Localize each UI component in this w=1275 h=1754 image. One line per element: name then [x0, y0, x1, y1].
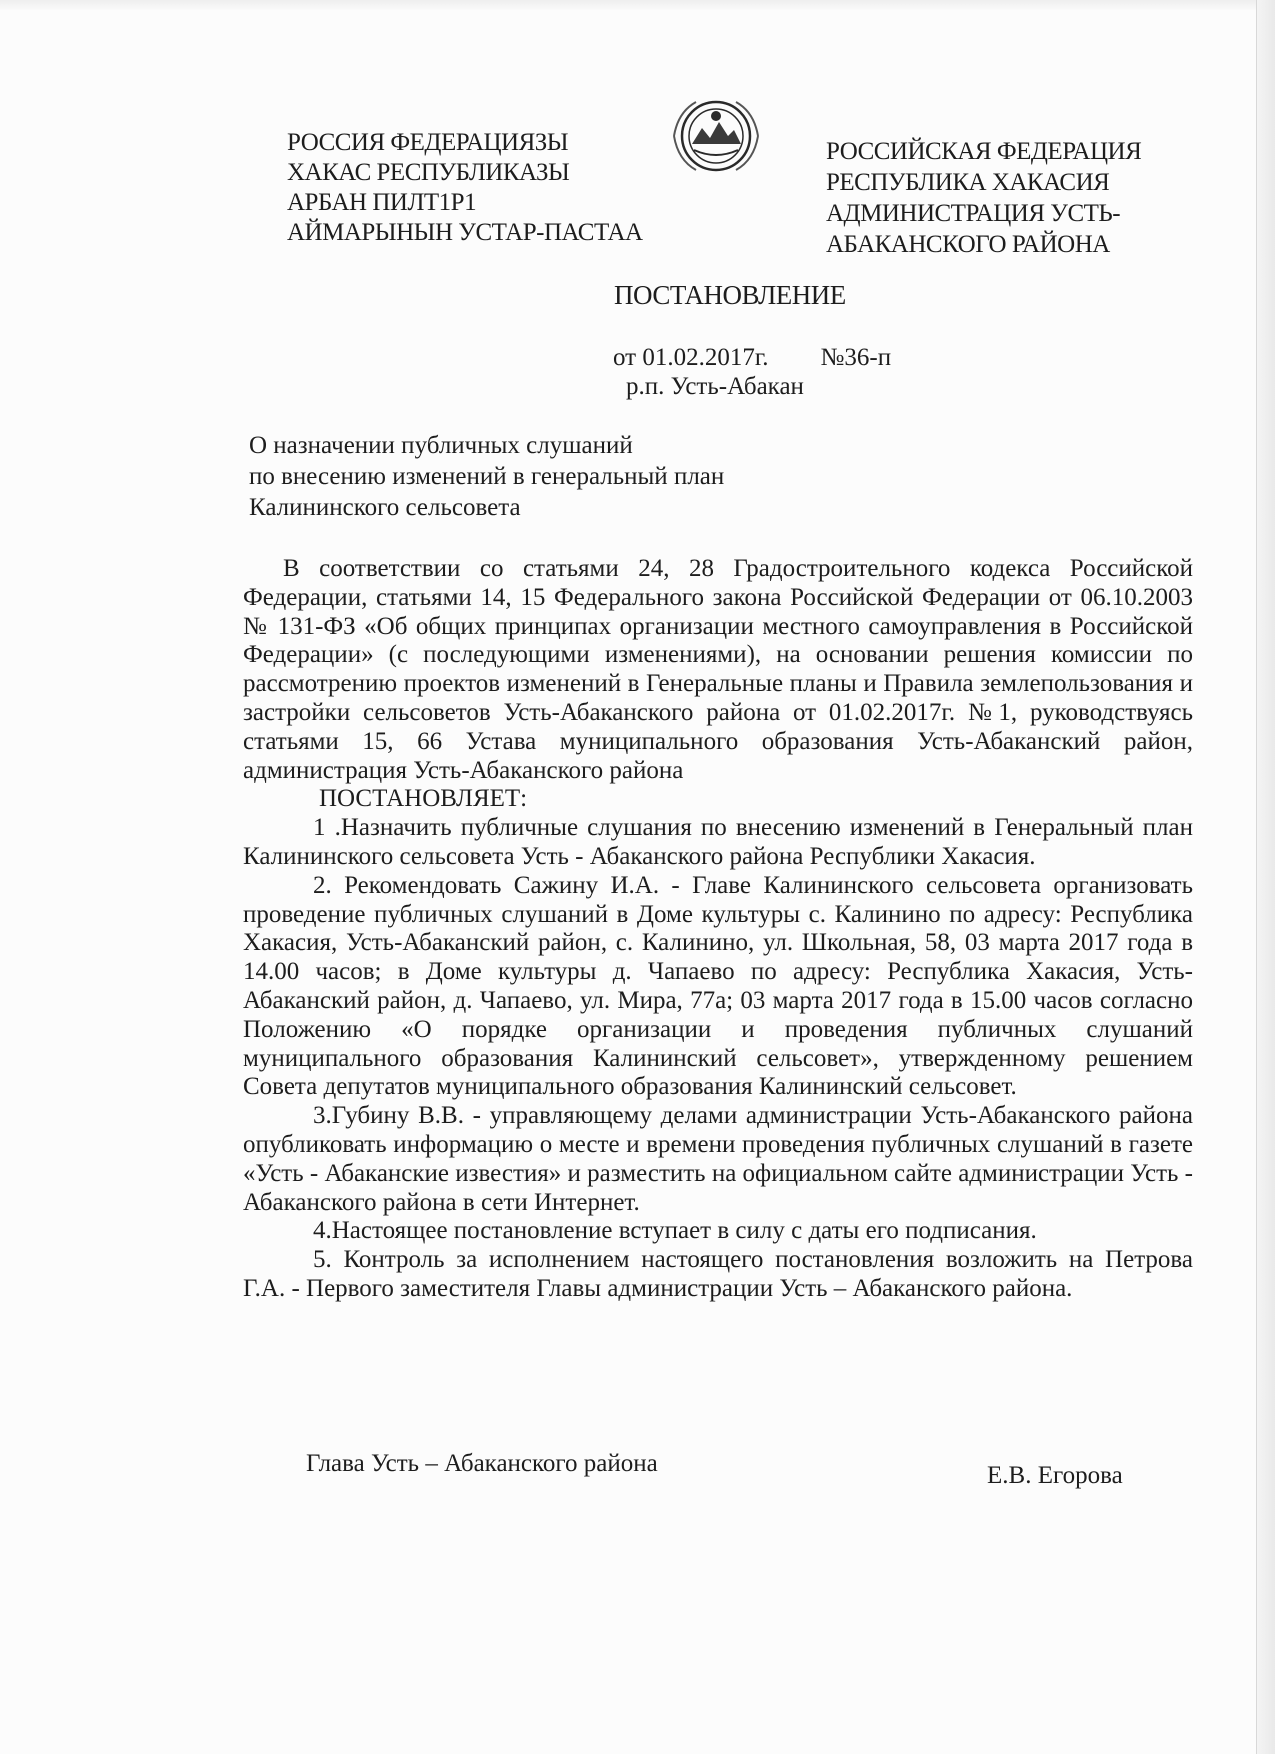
resolution-item: 3.Губину В.В. - управляющему делами администрации Усть-Абаканского района опубликовать информацию о месте и времени проведения публичных слушаний в газете «Усть - Абаканские известия» и разместить на официальном сайте администрации Усть - Абаканского района в сети Интернет.: [243, 1102, 1193, 1216]
header-left-line: РОССИЯ ФЕДЕРАЦИЯЗЫ: [287, 129, 569, 156]
header-right-line: РОССИЙСКАЯ ФЕДЕРАЦИЯ: [826, 138, 1142, 165]
header-right-line: РЕСПУБЛИКА ХАКАСИЯ: [826, 169, 1110, 196]
header-left-line: ХАКАС РЕСПУБЛИКАЗЫ: [287, 159, 570, 186]
subject-line: О назначении публичных слушаний: [249, 432, 633, 459]
signatory-position: Глава Усть – Абаканского района: [306, 1450, 658, 1477]
document-date: от 01.02.2017г.: [613, 344, 769, 371]
document-body: [243, 555, 1193, 1304]
scan-edge-top: [0, 0, 1275, 10]
signature-block: [306, 1450, 1136, 1489]
preamble-paragraph: В соответствии со статьями 24, 28 Градостроительного кодекса Российской Федерации, статьями 14, 15 Федерального закона Российской Федерации от 06.10.2003 № 131-ФЗ «Об общих принципах организации местного самоуправления в Российской Федерации» (с последующими изменениями), на основании решения комиссии по рассмотрению проектов изменений в Генеральные планы и Правила землепользования и застройки сельсоветов Усть-Абаканского района от 01.02.2017г. №1, руководствуясь статьями 15, 66 Устава муниципального образования Усть-Абаканский район, администрация Усть-Абаканского района: [243, 555, 1193, 784]
header-russian: [826, 136, 1141, 260]
header-left-line: АЙМАРЫНЫН УСТАР-ПАСТАА: [287, 219, 643, 246]
signatory-name: Е.В. Егорова: [987, 1462, 1123, 1489]
resolve-heading: ПОСТАНОВЛЯЕТ:: [319, 785, 528, 813]
document-title: ПОСТАНОВЛЕНИЕ: [614, 280, 846, 310]
header-right-line: АБАКАНСКОГО РАЙОНА: [826, 231, 1110, 258]
resolution-item: 1 .Назначить публичные слушания по внесению изменений в Генеральный план Калининского сельсовета Усть - Абаканского района Республики Хакасия.: [243, 814, 1193, 870]
header-right-line: АДМИНИСТРАЦИЯ УСТЬ-: [826, 200, 1121, 227]
coat-of-arms-icon: [664, 92, 768, 180]
header-khakas: [287, 128, 643, 248]
subject-line: Калининского сельсовета: [249, 494, 521, 521]
scan-edge-right: [1256, 0, 1275, 1754]
document-place: р.п. Усть-Абакан: [626, 373, 804, 400]
resolution-item: 5. Контроль за исполнением настоящего постановления возложить на Петрова Г.А. - Первого заместителя Главы администрации Усть – Абаканского района.: [243, 1246, 1193, 1302]
document-date-line: [613, 344, 891, 372]
resolution-item: 4.Настоящее постановление вступает в силу с даты его подписания.: [313, 1217, 1037, 1245]
resolution-item: 2. Рекомендовать Сажину И.А. - Главе Калининского сельсовета организовать проведение публичных слушаний в Доме культуры с. Калинино по адресу: Республика Хакасия, Усть-Абаканский район, с. Калинино, ул. Школьная, 58, 03 марта 2017 года в 14.00 часов; в Доме культуры д. Чапаево по адресу: Республика Хакасия, Усть-Абаканский район, д. Чапаево, ул. Мира, 77а; 03 марта 2017 года в 15.00 часов согласно Положению «О порядке организации и проведения публичных слушаний муниципального образования Калининский сельсовет», утвержденному решением Совета депутатов муниципального образования Калининский сельсовет.: [243, 871, 1193, 1101]
subject-line: по внесению изменений в генеральный план: [249, 463, 725, 490]
header-left-line: АРБАН ПИЛТ1Р1: [287, 189, 477, 216]
document-number: №36-п: [820, 344, 892, 371]
document-subject: [249, 430, 724, 523]
